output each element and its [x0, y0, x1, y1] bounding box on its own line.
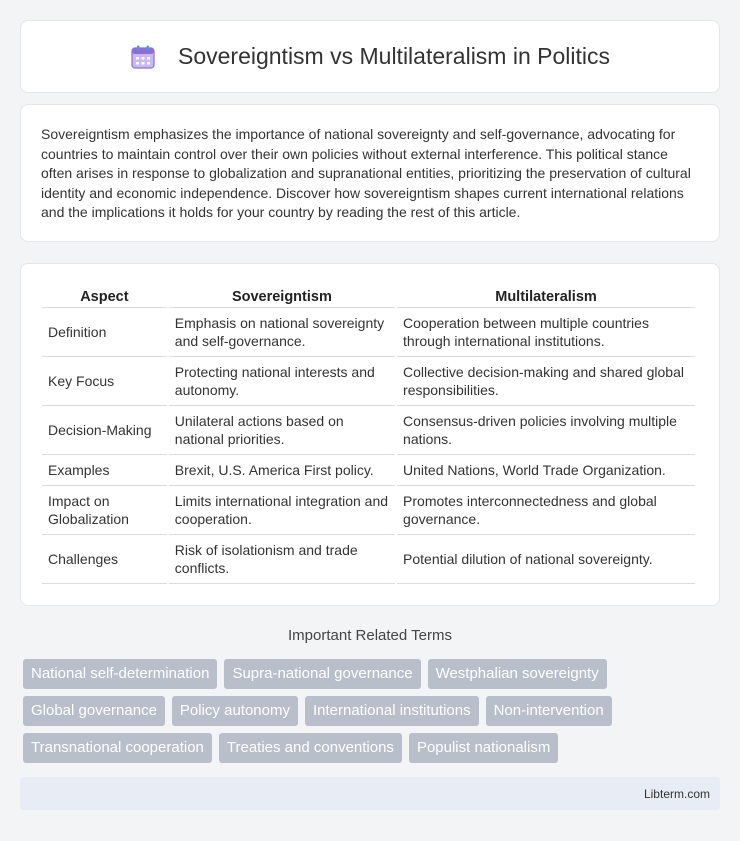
- header-aspect: Aspect: [42, 286, 167, 308]
- title-card: [20, 20, 720, 93]
- row-multilateralism: United Nations, World Trade Organization.: [397, 455, 695, 486]
- table-row: [42, 406, 695, 455]
- row-sovereigntism: Limits international integration and cooperation.: [169, 486, 395, 535]
- row-multilateralism: Potential dilution of national sovereignty.: [397, 535, 695, 584]
- table-row: [42, 357, 695, 406]
- row-multilateralism: Promotes interconnectedness and global governance.: [397, 486, 695, 535]
- calendar-icon: [130, 44, 156, 70]
- tag-westphalian-sovereignty[interactable]: Westphalian sovereignty: [428, 659, 607, 689]
- tag-global-governance[interactable]: Global governance: [23, 696, 165, 726]
- row-aspect: Examples: [42, 455, 167, 486]
- table-row: [42, 455, 695, 486]
- tag-non-intervention[interactable]: Non-intervention: [486, 696, 612, 726]
- row-aspect: Impact on Globalization: [42, 486, 167, 535]
- table-row: [42, 486, 695, 535]
- intro-card: [20, 104, 720, 242]
- tag-row: [23, 696, 723, 726]
- row-aspect: Definition: [42, 308, 167, 357]
- page-title: Sovereigntism vs Multilateralism in Politics: [177, 43, 610, 69]
- footer: [20, 777, 720, 810]
- row-sovereigntism: Protecting national interests and autonomy.: [169, 357, 395, 406]
- tag-row: [23, 733, 723, 763]
- row-sovereigntism: Unilateral actions based on national priorities.: [169, 406, 395, 455]
- intro-paragraph: Sovereigntism emphasizes the importance of national sovereignty and self-governance, advocating for countries to maintain control over their own policies without external interference. This political stance often arises in response to globalization and supranational entities, prioritizing the preservation of cultural identity and economic independence. Discover how sovereigntism shapes current international relations and the implications it holds for your country by reading the rest of this article.: [41, 126, 691, 220]
- row-aspect: Challenges: [42, 535, 167, 584]
- row-sovereigntism: Emphasis on national sovereignty and self-governance.: [169, 308, 395, 357]
- row-sovereigntism: Brexit, U.S. America First policy.: [169, 455, 395, 486]
- table-header-row: [42, 286, 695, 308]
- header-multilateralism: Multilateralism: [397, 286, 695, 308]
- row-multilateralism: Consensus-driven policies involving multiple nations.: [397, 406, 695, 455]
- row-aspect: Decision-Making: [42, 406, 167, 455]
- tag-supra-national-governance[interactable]: Supra-national governance: [224, 659, 420, 689]
- tag-policy-autonomy[interactable]: Policy autonomy: [172, 696, 298, 726]
- tag-row: [23, 659, 723, 689]
- comparison-card: [20, 263, 720, 606]
- tag-national-self-determination[interactable]: National self-determination: [23, 659, 217, 689]
- header-sovereigntism: Sovereigntism: [169, 286, 395, 308]
- row-sovereigntism: Risk of isolationism and trade conflicts.: [169, 535, 395, 584]
- footer-site-link[interactable]: Libterm.com: [643, 786, 710, 801]
- tag-international-institutions[interactable]: International institutions: [305, 696, 479, 726]
- comparison-table: [40, 286, 697, 584]
- tag-treaties-and-conventions[interactable]: Treaties and conventions: [219, 733, 402, 763]
- row-multilateralism: Cooperation between multiple countries through international institutions.: [397, 308, 695, 357]
- table-row: [42, 535, 695, 584]
- tag-transnational-cooperation[interactable]: Transnational cooperation: [23, 733, 212, 763]
- row-aspect: Key Focus: [42, 357, 167, 406]
- related-terms-title: Important Related Terms: [288, 627, 452, 644]
- related-terms-tags: [23, 659, 723, 770]
- row-multilateralism: Collective decision-making and shared global responsibilities.: [397, 357, 695, 406]
- table-row: [42, 308, 695, 357]
- tag-populist-nationalism[interactable]: Populist nationalism: [409, 733, 558, 763]
